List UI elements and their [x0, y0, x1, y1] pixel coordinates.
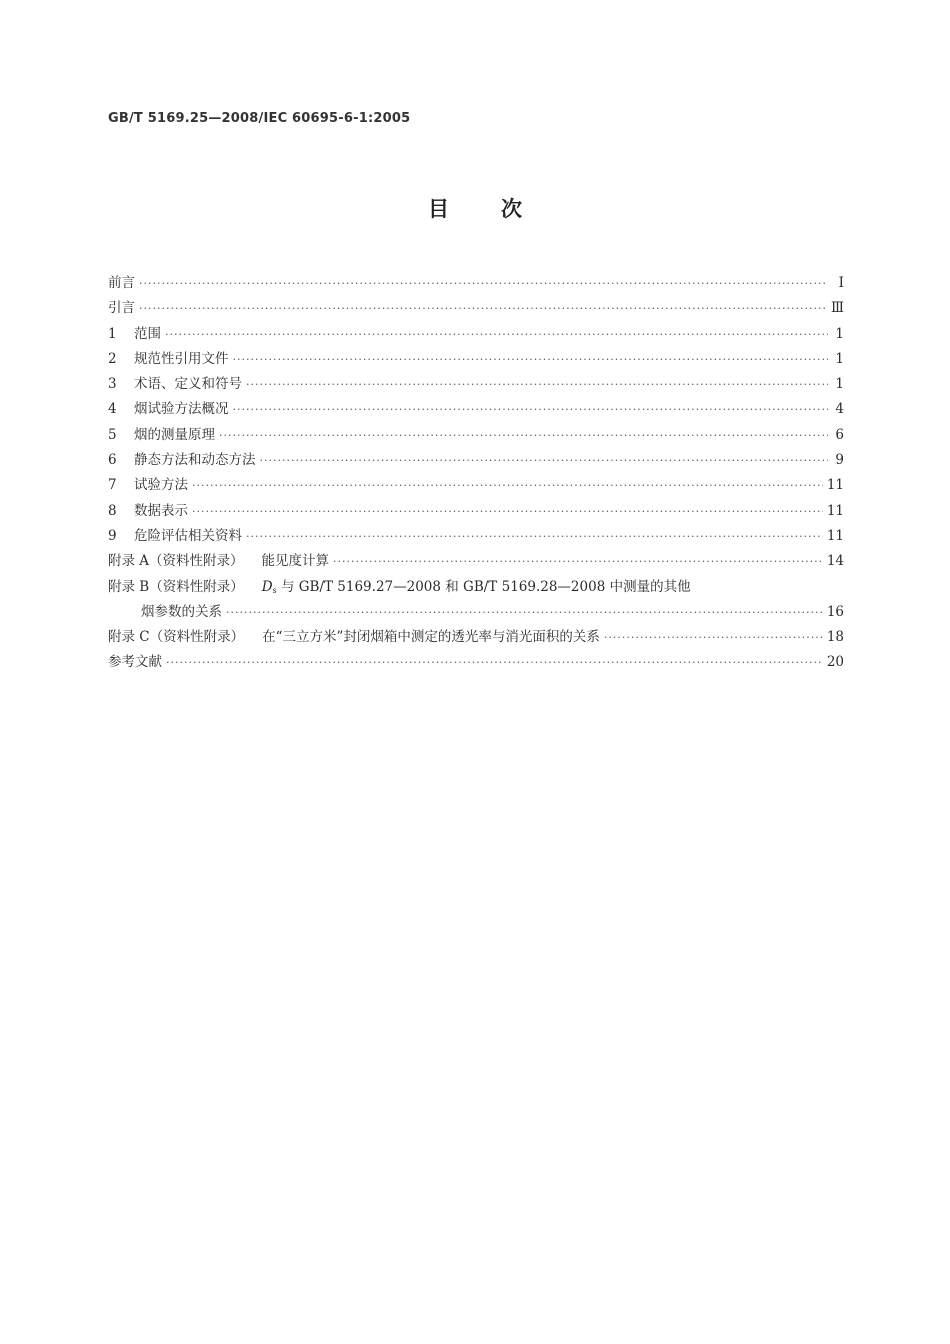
toc-section-title: 烟的测量原理	[134, 426, 215, 443]
dot-leader	[246, 524, 823, 549]
table-of-contents	[108, 271, 844, 676]
toc-page-number: Ⅰ	[838, 275, 844, 291]
dot-leader	[139, 271, 828, 296]
toc-entry-annex-b[interactable]	[108, 575, 844, 600]
annex-label: 附录 A（资料性附录）	[108, 553, 244, 570]
toc-entry-2[interactable]	[108, 347, 844, 372]
toc-title	[0, 193, 950, 223]
toc-title-char-1: 目	[428, 197, 449, 221]
toc-label	[108, 423, 215, 448]
toc-entry-6[interactable]	[108, 448, 844, 473]
toc-page-number: 11	[826, 502, 844, 519]
toc-page-number: 18	[826, 629, 844, 646]
toc-entry-3[interactable]	[108, 372, 844, 397]
toc-section-title: 试验方法	[134, 477, 188, 494]
annex-title-text: 与 GB/T 5169.27—2008 和 GB/T 5169.28—2008 中测量的其他	[280, 578, 691, 595]
toc-label	[108, 524, 242, 549]
toc-entry-annex-a[interactable]	[108, 549, 844, 574]
symbol-d: D	[261, 578, 273, 595]
toc-entry-9[interactable]	[108, 524, 844, 549]
toc-page-number: 9	[835, 452, 844, 469]
dot-leader	[260, 448, 829, 473]
toc-section-number: 2	[108, 350, 117, 367]
toc-entry-annex-c[interactable]	[108, 625, 844, 650]
toc-entry-7[interactable]	[108, 473, 844, 498]
toc-section-number: 6	[108, 452, 117, 469]
toc-section-title: 烟试验方法概况	[134, 401, 229, 418]
toc-label: 前言	[108, 275, 135, 291]
toc-entry-foreword[interactable]	[108, 271, 844, 296]
toc-entry-introduction[interactable]	[108, 296, 844, 321]
dot-leader	[604, 625, 823, 650]
toc-section-title: 数据表示	[134, 502, 188, 519]
toc-section-title: 静态方法和动态方法	[134, 452, 256, 469]
toc-label: 引言	[108, 300, 135, 317]
toc-page-number: Ⅲ	[830, 300, 844, 317]
dot-leader	[333, 549, 823, 574]
toc-section-number: 9	[108, 527, 117, 544]
toc-page-number: 16	[826, 603, 844, 620]
toc-label: 烟参数的关系	[141, 603, 222, 620]
toc-label	[108, 499, 188, 524]
toc-label	[108, 347, 229, 372]
toc-page-number: 14	[826, 553, 844, 570]
toc-entry-1[interactable]	[108, 322, 844, 347]
dot-leader	[219, 423, 828, 448]
dot-leader	[246, 372, 828, 397]
toc-section-title: 危险评估相关资料	[134, 527, 242, 544]
dot-leader	[233, 347, 829, 372]
toc-label	[108, 448, 256, 473]
toc-section-number: 3	[108, 376, 117, 393]
toc-section-title: 规范性引用文件	[134, 350, 229, 367]
toc-page-number: 6	[835, 426, 844, 443]
toc-label	[108, 322, 161, 347]
annex-title: 能见度计算	[261, 553, 330, 570]
toc-label	[108, 473, 188, 498]
dot-leader	[192, 499, 823, 524]
toc-section-number: 5	[108, 426, 117, 443]
toc-entry-4[interactable]	[108, 397, 844, 422]
toc-label	[108, 397, 229, 422]
toc-entry-bibliography[interactable]	[108, 650, 844, 675]
annex-title	[262, 579, 691, 595]
toc-page-number: 20	[826, 654, 844, 671]
toc-page-number: 11	[826, 527, 844, 544]
toc-label	[108, 372, 242, 397]
dot-leader	[165, 322, 828, 347]
toc-section-number: 4	[108, 401, 117, 418]
toc-title-char-2: 次	[501, 197, 522, 221]
toc-section-title: 术语、定义和符号	[134, 376, 242, 393]
dot-leader	[139, 296, 827, 321]
dot-leader	[166, 650, 823, 675]
toc-page-number: 11	[826, 477, 844, 494]
toc-entry-8[interactable]	[108, 499, 844, 524]
toc-section-number: 7	[108, 477, 117, 494]
dot-leader	[226, 600, 823, 625]
toc-page-number: 1	[835, 350, 844, 367]
toc-page-number: 4	[835, 401, 844, 418]
toc-label	[108, 549, 329, 574]
toc-section-number: 1	[108, 325, 117, 342]
toc-section-number: 8	[108, 502, 117, 519]
toc-page-number: 1	[835, 325, 844, 342]
toc-page-number: 1	[835, 376, 844, 393]
toc-entry-5[interactable]	[108, 423, 844, 448]
document-code: GB/T 5169.25—2008/IEC 60695-6-1:2005	[108, 111, 411, 126]
annex-title: 在“三立方米”封闭烟箱中测定的透光率与消光面积的关系	[262, 629, 600, 646]
toc-label	[108, 625, 600, 650]
toc-section-title: 范围	[134, 325, 161, 342]
annex-label: 附录 B（资料性附录）	[108, 578, 244, 595]
dot-leader	[192, 473, 823, 498]
dot-leader	[233, 397, 829, 422]
toc-label: 参考文献	[108, 654, 162, 671]
toc-label	[108, 575, 691, 603]
toc-entry-annex-b-continued[interactable]	[108, 600, 844, 625]
symbol-subscript: s	[272, 585, 277, 595]
annex-label: 附录 C（资料性附录）	[108, 629, 245, 646]
